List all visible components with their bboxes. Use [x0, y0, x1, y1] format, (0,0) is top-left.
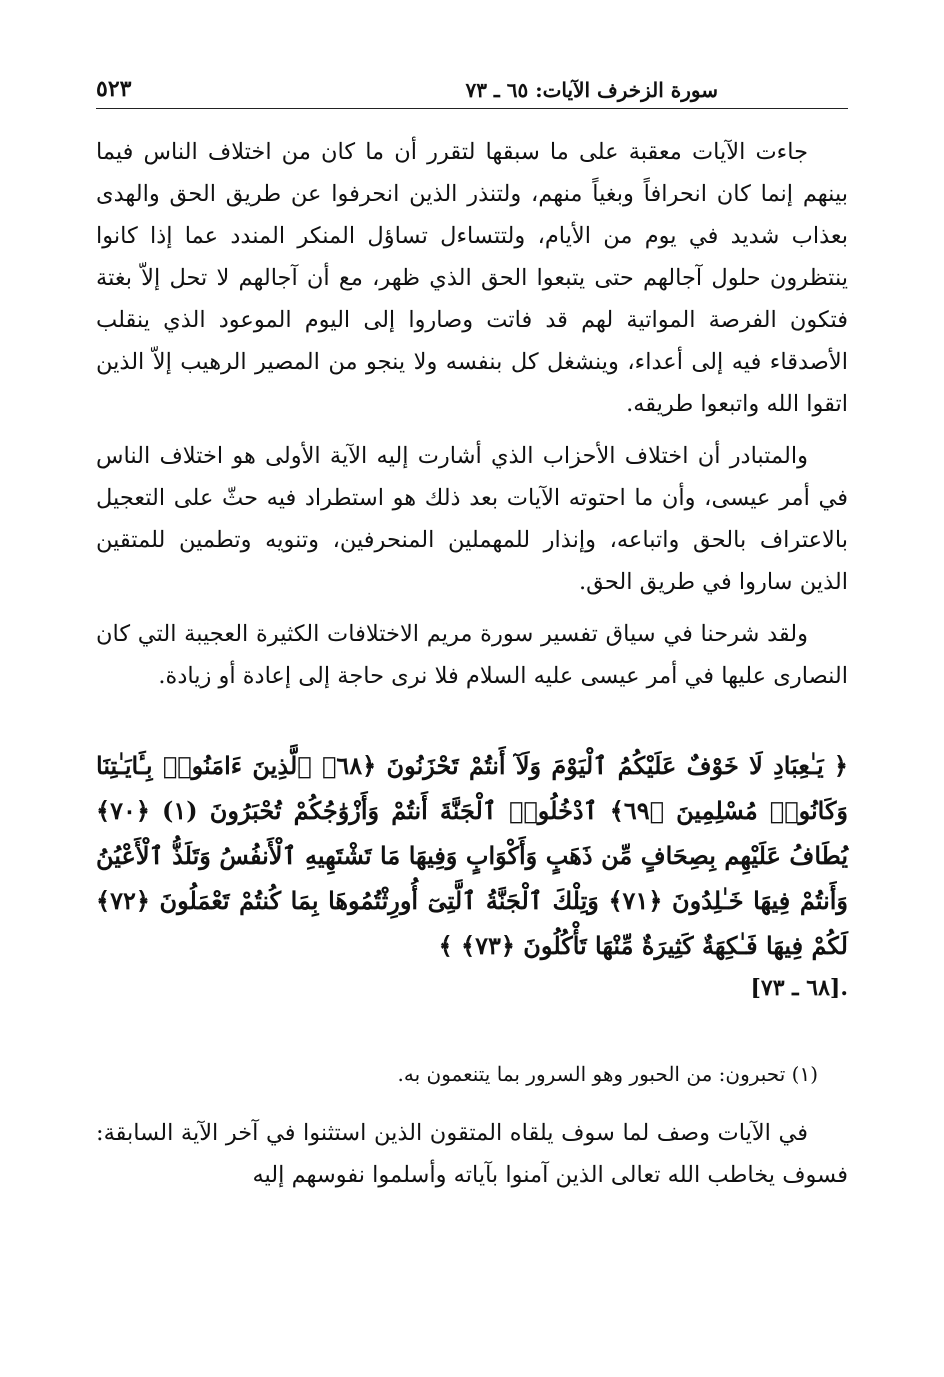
page-number: ٥٢٣	[96, 76, 132, 102]
paragraph-1: جاءت الآيات معقبة على ما سبقها لتقرر أن ما كان من اختلاف الناس فيما بينهم إنما كان انحرافاً وبغياً منهم، ولتنذر الذين انحرفوا عن طريق الحق والهدى بعذاب شديد في يوم من الأيام، ولتتساءل تساؤل المنكر المندد عما إذا كانوا ينتظرون حلول آجالهم حتى يتبعوا الحق الذي ظهر، مع أن آجالهم لا تحل إلاّ بغتة فتكون الفرصة المواتية لهم قد فاتت وصاروا إلى اليوم الموعود الذي ينقلب الأصدقاء فيه إلى أعداء، وينشغل كل بنفسه ولا ينجو من المصير الرهيب إلاّ الذين اتقوا الله واتبعوا طريقه.	[96, 139, 848, 417]
page-header	[96, 62, 848, 109]
continuation-paragraph: في الآيات وصف لما سوف يلقاه المتقون الذين استثنوا في آخر الآية السابقة: فسوف يخاطب الله تعالى الذين آمنوا بآياته وأسلموا نفوسهم إليه	[96, 1120, 848, 1188]
book-page	[96, 62, 848, 1352]
footnote: (١) تحبرون: من الحبور وهو السرور بما يتنعمون به.	[397, 1062, 818, 1086]
verse-reference: .[٦٨ ـ ٧٣]	[750, 975, 848, 1001]
paragraph-3: ولقد شرحنا في سياق تفسير سورة مريم الاختلافات الكثيرة العجيبة التي كان النصارى عليها في أمر عيسى عليه السلام فلا نرى حاجة إلى إعادة أو زيادة.	[96, 621, 848, 689]
surah-title: سورة الزخرف الآيات: ٦٥ ـ ٧٣	[465, 78, 718, 102]
quran-verses: ﴿ يَـٰعِبَادِ لَا خَوْفٌ عَلَيْكُمُ ٱلْيَوْمَ وَلَآ أَنتُمْ تَحْزَنُونَ ﴿٦٨﴾ ٱلَّذِينَ ءَامَنُوا۟ بِـَٔايَـٰتِنَا وَكَانُوا۟ مُسْلِمِينَ ﴿٦٩﴾ ٱدْخُلُوا۟ ٱلْجَنَّةَ أَنتُمْ وَأَزْوَٰجُكُمْ تُحْبَرُونَ (١) ﴿٧٠﴾ يُطَافُ عَلَيْهِم بِصِحَافٍ مِّن ذَهَبٍ وَأَكْوَابٍ وَفِيهَا مَا تَشْتَهِيهِ ٱلْأَنفُسُ وَتَلَذُّ ٱلْأَعْيُنُ وَأَنتُمْ فِيهَا خَـٰلِدُونَ ﴿٧١﴾ وَتِلْكَ ٱلْجَنَّةُ ٱلَّتِىٓ أُورِثْتُمُوهَا بِمَا كُنتُمْ تَعْمَلُونَ ﴿٧٢﴾ لَكُمْ فِيهَا فَـٰكِهَةٌ كَثِيرَةٌ مِّنْهَا تَأْكُلُونَ ﴿٧٣﴾ ﴾	[96, 751, 849, 960]
paragraph-2: والمتبادر أن اختلاف الأحزاب الذي أشارت إليه الآية الأولى هو اختلاف الناس في أمر عيسى، وأن ما احتوته الآيات بعد ذلك هو استطراد فيه حثّ على التعجيل بالاعتراف بالحق واتباعه، وإنذار للمهملين المنحرفين، وتنويه وتطمين للمتقين الذين ساروا في طريق الحق.	[96, 443, 848, 595]
quran-verses-block	[96, 743, 848, 1008]
